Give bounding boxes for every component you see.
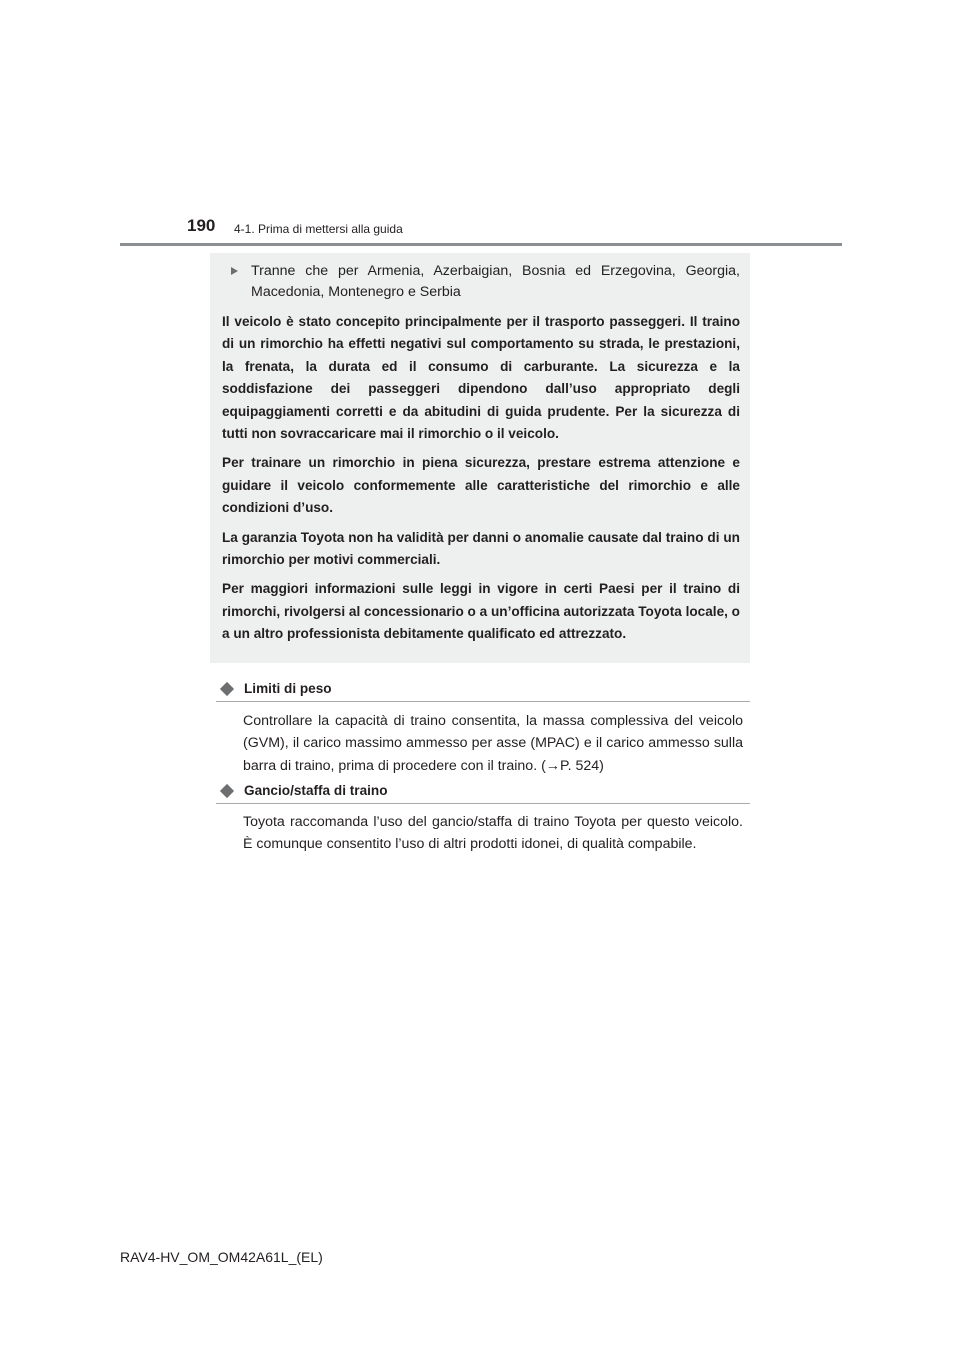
section-body-tow-hitch: Toyota raccomanda l’uso del gancio/staffa di traino Toyota per questo veicolo. È comunque consentito l’uso di altri prodotti idonei, di qualità compabile. xyxy=(243,814,743,853)
section-heading-text: Limiti di peso xyxy=(244,681,332,696)
region-note-text: Tranne che per Armenia, Azerbaigian, Bosnia ed Erzegovina, Georgia, Macedonia, Montenegro e Serbia xyxy=(251,263,740,300)
diamond-icon xyxy=(220,682,234,696)
section-heading-tow-hitch xyxy=(219,782,388,800)
region-note xyxy=(222,261,740,303)
header-divider xyxy=(120,243,842,246)
document-code: RAV4-HV_OM_OM42A61L_(EL) xyxy=(120,1249,323,1265)
info-paragraph: La garanzia Toyota non ha validità per danni o anomalie causate dal traino di un rimorchio per motivi commerciali. xyxy=(222,529,740,568)
info-paragraph: Per maggiori informazioni sulle leggi in vigore in certi Paesi per il traino di rimorchi, rivolgersi al concessionario o a un’officina autorizzata Toyota locale, o a un altro professionista debitamente qualificato ed attrezzato. xyxy=(222,581,740,642)
section-heading-text: Gancio/staffa di traino xyxy=(244,783,388,798)
info-box xyxy=(210,253,750,663)
section-body-weight-limits: Controllare la capacità di traino consentita, la massa complessiva del veicolo (GVM), il carico massimo ammesso per asse (MPAC) e il carico ammesso sulla barra di traino, prima di procedere con il traino. (→P. 524) xyxy=(243,713,743,774)
section-title: 4-1. Prima di mettersi alla guida xyxy=(234,222,403,236)
section-divider xyxy=(216,701,750,702)
info-paragraph: Per trainare un rimorchio in piena sicurezza, prestare estrema attenzione e guidare il veicolo conformemente alle caratteristiche del rimorchio e alle condizioni d’uso. xyxy=(222,455,740,516)
triangle-right-icon xyxy=(231,267,238,275)
diamond-icon xyxy=(220,784,234,798)
section-heading-weight-limits xyxy=(219,680,332,698)
info-paragraph: Il veicolo è stato concepito principalmente per il trasporto passeggeri. Il traino di un rimorchio ha effetti negativi sul comportamento su strada, le prestazioni, la frenata, la durata ed il consumo di carburante. La sicurezza e la soddisfazione dei passeggeri dipendono dall’uso appropriato degli equipaggiamenti corretti e da abitudini di guida prudente. Per la sicurezza di tutti non sovraccaricare mai il rimorchio o il veicolo. xyxy=(222,314,740,442)
page-number: 190 xyxy=(187,216,216,235)
section-divider xyxy=(216,803,750,804)
